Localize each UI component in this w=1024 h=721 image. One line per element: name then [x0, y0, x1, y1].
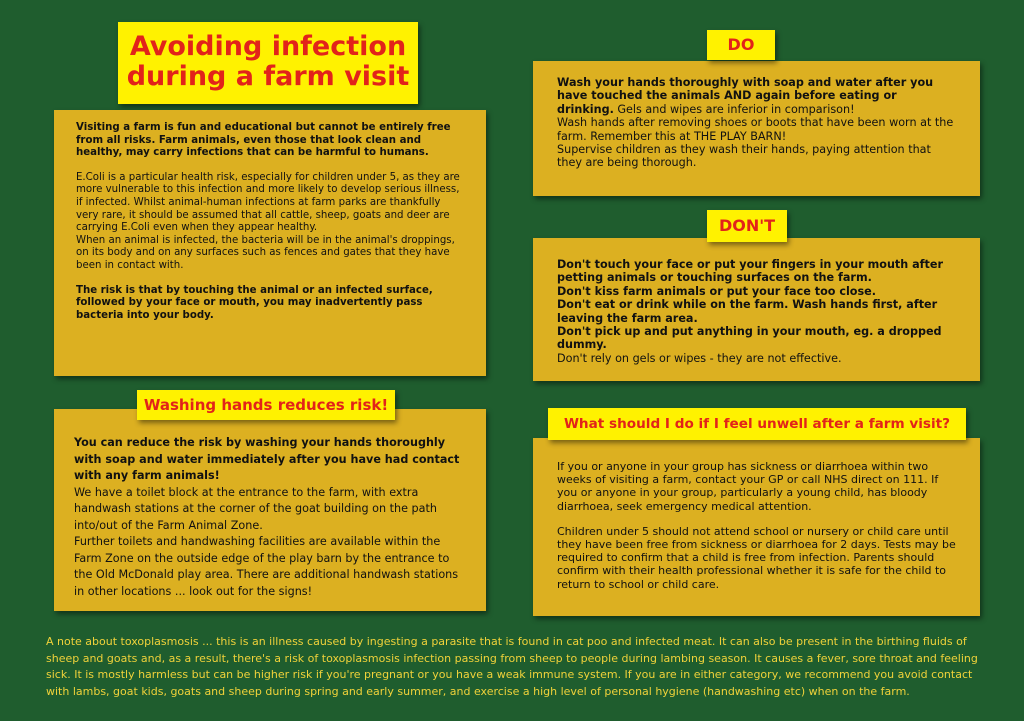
dont-item-3: Don't eat or drink while on the farm. Wash hands first, after leaving the farm area.: [557, 298, 938, 325]
washing-paragraph-3: Further toilets and handwashing facilities are available within the Farm Zone on the outside edge of the play barn by the entrance to the Old McDonald play area. There are additional handwash stations in other locations ... look out for the signs!: [74, 535, 459, 598]
do-paragraph-1: [557, 76, 956, 116]
page-title: [118, 22, 418, 104]
do-rest-text: Gels and wipes are inferior in comparison!: [613, 102, 855, 116]
title-line-2: during a farm visit: [126, 61, 410, 92]
dont-item-4: Don't pick up and put anything in your mouth, eg. a dropped dummy.: [557, 325, 942, 352]
dont-item-2: Don't kiss farm animals or put your face too close.: [557, 284, 876, 298]
dont-heading: DON'T: [707, 210, 787, 242]
intro-paragraph-1: Visiting a farm is fun and educational but cannot be entirely free from all risks. Farm animals, even those that look clean and healthy, may carry infections that can be harmful to humans.: [76, 122, 451, 159]
do-paragraph-3: Supervise children as they wash their hands, paying attention that they are being thorough.: [557, 143, 931, 170]
title-line-1: Avoiding infection: [129, 31, 407, 62]
washing-bold-text: You can reduce the risk by washing your hands thoroughly with soap and water immediately after you have had contact with any farm animals!: [74, 436, 460, 482]
intro-paragraph-2: E.Coli is a particular health risk, especially for children under 5, as they are more vulnerable to this infection and more likely to develop serious illness, if infected. Whilst animal-human infections at farm parks are thankfully very rare, it should be assumed that all cattle, sheep, goats and deer are carrying E.Coli even when they appear healthy.: [76, 171, 460, 234]
washing-paragraph-2: We have a toilet block at the entrance to the farm, with extra handwash stations at the corner of the goat building on the path into/out of the Farm Animal Zone.: [74, 485, 437, 532]
unwell-paragraph-2: Children under 5 should not attend school or nursery or child care until they have been free from sickness or diarrhoea for 2 days. Tests may be required to confirm that a child is free from infection. Parents should confirm with their health professional whether it is safe for the child to return to school or child care.: [557, 524, 956, 591]
unwell-heading: What should I do if I feel unwell after a farm visit?: [548, 408, 966, 440]
do-paragraph-2: Wash hands after removing shoes or boots that have been worn at the farm. Remember this at THE PLAY BARN!: [557, 116, 954, 143]
washing-heading: Washing hands reduces risk!: [137, 390, 395, 420]
unwell-panel: [533, 438, 980, 616]
intro-paragraph-4: The risk is that by touching the animal or an infected surface, followed by your face or mouth, you may inadvertently pass bacteria into your body.: [76, 284, 433, 321]
do-bold-text: Wash your hands thoroughly with soap and water after you have touched the animals AND again before eating or drinking.: [557, 76, 934, 116]
dont-panel: [533, 238, 980, 381]
dont-item-last: Don't rely on gels or wipes - they are not effective.: [557, 351, 842, 365]
washing-panel: [54, 409, 486, 611]
unwell-paragraph-1: If you or anyone in your group has sickness or diarrhoea within two weeks of visiting a farm, contact your GP or call NHS direct on 111. If you or anyone in your group, particularly a young child, has bloody diarrhoea, seek emergency medical attention.: [557, 460, 939, 513]
do-panel: [533, 61, 980, 196]
do-heading: DO: [707, 30, 775, 60]
intro-paragraph-3: When an animal is infected, the bacteria will be in the animal's droppings, on its body and on any surfaces such as fences and gates that they have been in contact with.: [76, 234, 455, 271]
dont-item-1: Don't touch your face or put your fingers in your mouth after petting animals or touching surfaces on the farm.: [557, 258, 944, 285]
toxoplasmosis-note: A note about toxoplasmosis ... this is an illness caused by ingesting a parasite that is found in cat poo and infected meat. It can also be present in the birthing fluids of sheep and goats and, as a result, there's a risk of toxoplasmosis infection passing from sheep to people during lambing season. It causes a fever, sore throat and feeling sick. It is mostly harmless but can be higher risk if you're pregnant or you have a weak immune system. If you are in either category, we recommend you avoid contact with lambs, goat kids, goats and sheep during spring and early summer, and exercise a high level of personal hygiene (handwashing etc) when on the farm.: [46, 635, 978, 698]
intro-panel: [54, 110, 486, 376]
